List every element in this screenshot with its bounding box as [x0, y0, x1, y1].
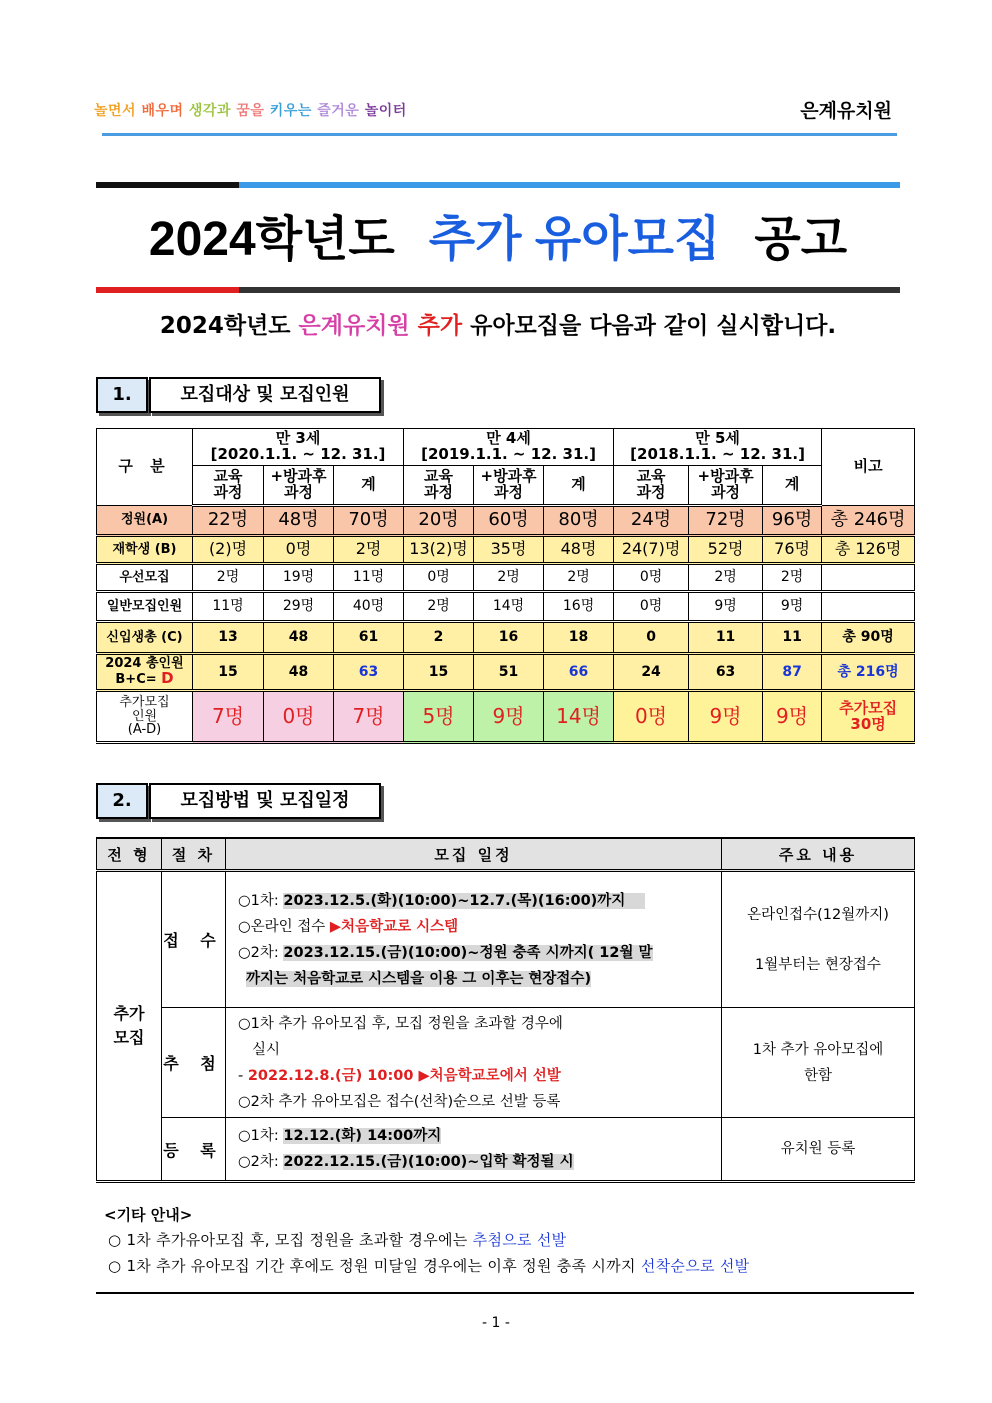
line-prefix: ○1차:	[238, 892, 284, 909]
cell: 66	[544, 654, 614, 691]
note-cell: 총 126명	[822, 536, 915, 564]
title-prefix: 2024학년도	[148, 213, 395, 266]
cell: 24	[614, 654, 689, 691]
cell: 52명	[689, 536, 763, 564]
title-bar-bottom-right	[239, 287, 900, 293]
cell: 96명	[763, 506, 822, 536]
red-note: ▶처음학교로 시스템	[329, 918, 459, 935]
cell: 9명	[763, 592, 822, 622]
group-header	[193, 429, 404, 466]
cell: 0	[614, 622, 689, 654]
cell: 11명	[193, 592, 264, 622]
line-prefix: ○1차:	[238, 1128, 284, 1144]
step-cell: 등 록	[162, 1118, 226, 1182]
schedule-table	[96, 837, 915, 1183]
line-prefix: ○2차:	[238, 944, 284, 961]
schedule-line: ○1차 추가 유아모집 후, 모집 정원을 초과할 경우에	[238, 1015, 563, 1032]
highlighted-date: 2022.12.15.(금)(10:00)~입학 확정될 시	[283, 1154, 574, 1170]
slogan-word: 배우며	[141, 103, 184, 119]
title-bar-top-right	[239, 182, 900, 188]
slogan-word: 즐거운	[317, 103, 360, 119]
title-bar-top-left	[96, 182, 239, 188]
etc-text: ○ 1차 추가유아모집 후, 모집 정원을 초과할 경우에는	[108, 1231, 473, 1249]
cell: 29명	[264, 592, 334, 622]
cell: 35명	[474, 536, 544, 564]
schedule-line	[238, 914, 721, 940]
etc-highlight: 추첨으로 선발	[472, 1231, 567, 1249]
cell: 16명	[544, 592, 614, 622]
header-content: 주요 내용	[722, 838, 915, 871]
cell: 9명	[474, 691, 544, 743]
content-line: 1차 추가 유아모집에	[752, 1041, 884, 1058]
schedule-line	[238, 888, 721, 914]
schedule-line	[238, 940, 721, 966]
cell: 5명	[404, 691, 474, 743]
gubun-header: 구 분	[97, 429, 193, 506]
cell: 0명	[614, 564, 689, 592]
header-step: 절 차	[162, 838, 226, 871]
note-cell: 총 246명	[822, 506, 915, 536]
schedule-cell	[226, 871, 722, 1008]
cell: 15	[193, 654, 264, 691]
cell: 16	[474, 622, 544, 654]
group-range: [2020.1.1. ~ 12. 31.]	[210, 445, 386, 463]
title-accent: 추가 유아모집	[428, 213, 721, 266]
cell: 24(7)명	[614, 536, 689, 564]
schedule-line: ○2차 추가 유아모집은 접수(선착)순으로 선발 등록	[238, 1093, 561, 1110]
cell: 13(2)명	[404, 536, 474, 564]
cell: 2명	[689, 564, 763, 592]
cell: 0명	[614, 592, 689, 622]
title-suffix: 공고	[754, 213, 848, 266]
section1-title: 모집대상 및 모집인원	[149, 377, 381, 413]
cell: 13	[193, 622, 264, 654]
header-divider	[102, 133, 897, 136]
cell: 48	[264, 654, 334, 691]
cell: 7명	[334, 691, 404, 743]
school-name: 은계유치원	[800, 100, 892, 122]
cell: 76명	[763, 536, 822, 564]
cell: 19명	[264, 564, 334, 592]
content-cell: 유치원 등록	[722, 1118, 915, 1182]
note-cell: 총 90명	[822, 622, 915, 654]
note-cell	[822, 564, 915, 592]
table-row-priority	[97, 564, 915, 592]
cell: 11명	[334, 564, 404, 592]
cell: 14명	[474, 592, 544, 622]
intro-school: 은계유치원	[298, 313, 410, 339]
schedule-cell	[226, 1118, 722, 1182]
cell: 11	[689, 622, 763, 654]
group-name: 만 3세	[275, 429, 321, 448]
slogan-word: 놀이터	[364, 103, 407, 119]
sub-header-edu: 교육 과정	[614, 466, 689, 506]
header-schedule: 모집 일정	[226, 838, 722, 871]
content-cell	[722, 1008, 915, 1118]
table-row-general	[97, 592, 915, 622]
table-row-extra	[97, 691, 915, 743]
etc-line	[108, 1229, 566, 1250]
cell: 80명	[544, 506, 614, 536]
cell: 14명	[544, 691, 614, 743]
cell: 0명	[614, 691, 689, 743]
cell: 0명	[264, 691, 334, 743]
highlighted-date: 2023.12.15.(금)(10:00)~정원 충족 시까지( 12월 말	[283, 944, 653, 961]
step-cell: 추 첨	[162, 1008, 226, 1118]
intro-year: 2024학년도	[159, 313, 291, 339]
content-cell	[722, 871, 915, 1008]
recruitment-table	[96, 428, 915, 744]
cell: 87	[763, 654, 822, 691]
cell: (2)명	[193, 536, 264, 564]
footer-divider	[96, 1292, 914, 1294]
cell: 51	[474, 654, 544, 691]
cell: 60명	[474, 506, 544, 536]
group-range: [2018.1.1. ~ 12. 31.]	[630, 445, 805, 463]
group-header	[404, 429, 614, 466]
content-spacer	[722, 928, 914, 952]
cell: 0명	[404, 564, 474, 592]
sub-header-after: +방과후 과정	[689, 466, 763, 506]
table-row-register	[97, 1118, 915, 1182]
step-cell: 접 수	[162, 871, 226, 1008]
highlighted-date: 12.12.(화) 14:00까지	[283, 1128, 442, 1144]
bigo-header: 비고	[822, 429, 915, 506]
row-label: 일반모집인원	[97, 592, 193, 622]
red-note: 2022.12.8.(금) 10:00 ▶처음학교로에서 선발	[247, 1067, 561, 1084]
cell: 18	[544, 622, 614, 654]
page-title	[96, 200, 900, 269]
table-row-new	[97, 622, 915, 654]
intro-text	[96, 307, 900, 340]
cell: 7명	[193, 691, 264, 743]
content-line: 온라인접수(12월까지)	[747, 906, 889, 923]
cell: 2명	[404, 592, 474, 622]
note-cell: 총 216명	[822, 654, 915, 691]
cell: 63	[334, 654, 404, 691]
cell: 2명	[193, 564, 264, 592]
cell: 2명	[474, 564, 544, 592]
cell: 0명	[264, 536, 334, 564]
note-cell: 추가모집 30명	[822, 691, 915, 743]
slogan	[94, 100, 407, 120]
note-cell	[822, 592, 915, 622]
schedule-line	[238, 1063, 721, 1089]
cell: 48명	[544, 536, 614, 564]
line-prefix: ○2차:	[238, 1154, 284, 1170]
type-cell: 추가 모집	[97, 871, 162, 1182]
cell: 9명	[763, 691, 822, 743]
row-label: 정원(A)	[97, 506, 193, 536]
sub-header-total: 계	[544, 466, 614, 506]
schedule-cell	[226, 1008, 722, 1118]
cell: 40명	[334, 592, 404, 622]
title-bar-bottom-left	[96, 287, 239, 293]
table-row-lottery	[97, 1008, 915, 1118]
cell: 2명	[334, 536, 404, 564]
sub-header-total: 계	[763, 466, 822, 506]
section2-title: 모집방법 및 모집일정	[149, 783, 381, 819]
table-row-enrolled	[97, 536, 915, 564]
group-name: 만 4세	[486, 429, 531, 448]
sub-header-total: 계	[334, 466, 404, 506]
group-range: [2019.1.1. ~ 12. 31.]	[421, 445, 596, 463]
header-type: 전 형	[97, 838, 162, 871]
cell: 2명	[544, 564, 614, 592]
group-name: 만 5세	[695, 429, 740, 448]
row-label: 신입생총 (C)	[97, 622, 193, 654]
slogan-word: 꿈을	[236, 103, 265, 119]
cell: 20명	[404, 506, 474, 536]
cell: 9명	[689, 592, 763, 622]
line-prefix: ○온라인 접수	[238, 918, 330, 935]
sub-header-edu: 교육 과정	[404, 466, 474, 506]
label-line: 2024 총인원	[105, 656, 184, 672]
slogan-word: 키우는	[269, 103, 312, 119]
cell: 61	[334, 622, 404, 654]
line-prefix: -	[238, 1067, 248, 1084]
intro-rest: 유아모집을 다음과 같이 실시합니다.	[470, 313, 837, 339]
sub-header-after: +방과후 과정	[264, 466, 334, 506]
cell: 11	[763, 622, 822, 654]
cell: 63	[689, 654, 763, 691]
cell: 15	[404, 654, 474, 691]
group-header	[614, 429, 822, 466]
slogan-word: 생각과	[188, 103, 231, 119]
cell: 48명	[264, 506, 334, 536]
etc-line	[108, 1255, 749, 1276]
row-label: 추가모집 인원 (A-D)	[97, 691, 193, 743]
row-label: 우선모집	[97, 564, 193, 592]
schedule-line	[238, 1149, 721, 1175]
row-label: 재학생 (B)	[97, 536, 193, 564]
cell: 48	[264, 622, 334, 654]
row-label	[97, 654, 193, 691]
label-d: D	[161, 668, 174, 687]
table-row-total	[97, 654, 915, 691]
schedule-line	[238, 966, 721, 992]
table-row-receipt	[97, 871, 915, 1008]
cell: 72명	[689, 506, 763, 536]
sub-header-edu: 교육 과정	[193, 466, 264, 506]
cell: 24명	[614, 506, 689, 536]
schedule-line	[238, 1123, 721, 1149]
cell: 2명	[763, 564, 822, 592]
highlighted-date: 2023.12.5.(화)(10:00)~12.7.(목)(16:00)까지	[283, 893, 645, 909]
etc-text: ○ 1차 추가 유아모집 기간 후에도 정원 미달일 경우에는 이후 정원 충족 시까지	[108, 1257, 641, 1275]
highlighted-text: 까지는 처음학교로 시스템을 이용 그 이후는 현장접수)	[246, 970, 592, 987]
cell: 22명	[193, 506, 264, 536]
intro-extra: 추가	[417, 313, 463, 339]
table-row-quota	[97, 506, 915, 536]
page-number: - 1 -	[482, 1315, 510, 1331]
label-line: B+C=	[115, 671, 157, 687]
etc-title: <기타 안내>	[104, 1206, 193, 1224]
cell: 70명	[334, 506, 404, 536]
section2-number: 2.	[96, 783, 148, 819]
slogan-word: 놀면서	[94, 103, 137, 119]
schedule-line: 실시	[252, 1041, 281, 1058]
content-line: 한함	[803, 1067, 832, 1084]
section1-number: 1.	[96, 377, 148, 413]
cell: 2	[404, 622, 474, 654]
etc-highlight: 선착순으로 선발	[640, 1257, 750, 1275]
cell: 9명	[689, 691, 763, 743]
content-line: 1월부터는 현장접수	[755, 956, 881, 973]
sub-header-after: +방과후 과정	[474, 466, 544, 506]
